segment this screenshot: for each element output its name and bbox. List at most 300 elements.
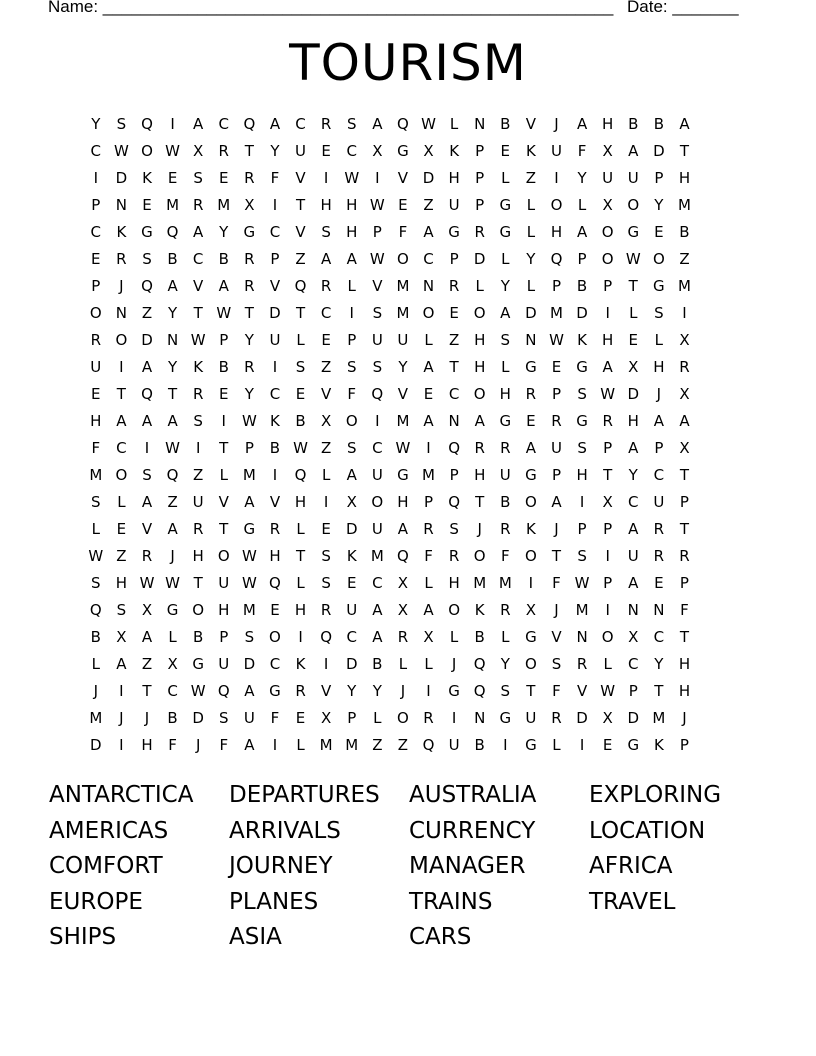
grid-letter: R [141,547,153,565]
grid-letter: T [475,493,485,511]
grid-letter: P [219,331,229,349]
grid-letter: E [602,736,613,754]
grid-letter: T [167,385,178,403]
grid-letter: I [554,169,559,187]
grid-letter: S [346,439,357,457]
grid-letter: U [295,142,307,160]
grid-letter: L [91,520,100,538]
grid-row [83,300,697,327]
grid-letter: P [449,466,459,484]
grid-row [83,435,697,462]
grid-letter: C [218,115,229,133]
grid-letter: M [498,574,512,592]
grid-letter: F [398,223,408,241]
grid-letter: U [269,331,281,349]
grid-letter: B [167,250,178,268]
grid-row [83,273,697,300]
grid-letter: S [500,682,511,700]
grid-letter: O [524,493,537,511]
grid-letter: W [113,142,129,160]
grid-letter: P [679,493,689,511]
grid-letter: B [653,115,664,133]
grid-letter: I [579,736,585,754]
grid-letter: P [551,385,561,403]
grid-letter: C [628,655,639,673]
grid-letter: V [141,520,153,538]
grid-letter: O [524,655,537,673]
grid-letter: W [625,250,641,268]
grid-letter: L [654,331,664,349]
grid-letter: L [398,655,408,673]
date-field-label: Date: _______ [627,0,739,16]
grid-letter: P [679,574,689,592]
grid-letter: O [397,709,409,727]
grid-letter: L [117,493,126,511]
grid-letter: E [91,385,101,403]
grid-letter: O [345,412,358,430]
grid-letter: L [501,358,510,376]
grid-letter: H [141,736,153,754]
grid-letter: W [241,547,257,565]
grid-letter: D [115,169,128,187]
grid-letter: I [528,574,534,592]
grid-letter: Y [628,466,638,484]
grid-letter: M [319,736,333,754]
grid-letter: A [167,277,178,295]
grid-letter: Y [167,358,178,376]
grid-letter: Z [116,547,127,565]
grid-row [83,246,697,273]
grid-letter: C [90,223,102,241]
grid-letter: Q [89,601,102,619]
grid-letter: P [628,682,638,700]
grid-letter: O [371,493,384,511]
word-bank-item: AFRICA [589,853,673,879]
grid-letter: M [166,196,180,214]
grid-letter: M [396,412,410,430]
grid-letter: X [679,385,690,403]
grid-letter: G [269,682,281,700]
grid-letter: C [116,439,127,457]
grid-letter: Q [448,439,461,457]
grid-letter: L [526,277,536,295]
grid-letter: W [369,250,385,268]
grid-letter: U [346,601,358,619]
grid-letter: P [372,223,382,241]
grid-letter: U [550,439,562,457]
grid-letter: R [192,196,204,214]
grid-letter: E [270,601,280,619]
word-bank-row [49,778,769,814]
grid-letter: T [679,520,690,538]
grid-row [83,111,697,138]
grid-letter: X [423,142,434,160]
grid-letter: R [269,520,281,538]
grid-letter: Y [500,655,510,673]
grid-letter: L [526,223,536,241]
grid-letter: I [503,736,508,754]
grid-letter: H [218,601,230,619]
grid-letter: Q [473,682,486,700]
grid-letter: L [449,115,459,133]
word-bank-item: CURRENCY [409,817,536,844]
grid-letter: D [525,304,537,322]
grid-letter: O [89,304,102,322]
grid-letter: B [295,412,306,430]
grid-letter: E [346,574,357,592]
grid-letter: A [244,736,255,754]
grid-letter: R [679,358,690,376]
grid-letter: X [397,574,409,592]
grid-letter: I [349,304,354,322]
grid-letter: F [552,574,561,592]
grid-letter: X [423,628,434,646]
grid-letter: P [577,520,587,538]
grid-letter: I [119,736,124,754]
grid-letter: C [167,682,178,700]
grid-letter: P [270,250,280,268]
grid-letter: Z [141,655,153,673]
grid-letter: C [90,142,102,160]
grid-letter: A [116,412,127,430]
grid-letter: G [448,682,460,700]
grid-letter: P [244,439,254,457]
grid-letter: H [192,547,204,565]
grid-letter: R [192,520,204,538]
grid-letter: Q [217,682,230,700]
grid-letter: T [295,196,306,214]
grid-letter: N [525,331,537,349]
grid-letter: A [218,277,229,295]
grid-letter: V [321,385,332,403]
grid-letter: F [680,601,689,619]
grid-letter: X [628,628,639,646]
grid-letter: O [652,250,665,268]
grid-letter: T [295,547,306,565]
grid-letter: N [653,601,665,619]
grid-letter: X [141,601,153,619]
grid-letter: I [119,682,124,700]
grid-letter: A [628,439,639,457]
grid-letter: G [627,223,640,241]
grid-letter: A [423,412,434,430]
grid-letter: H [346,223,358,241]
grid-letter: A [679,115,690,133]
grid-letter: E [321,142,331,160]
grid-letter: U [90,358,102,376]
grid-letter: L [552,736,561,754]
grid-letter: H [115,574,128,592]
grid-letter: E [295,385,306,403]
grid-row [83,651,697,678]
grid-letter: A [141,412,153,430]
grid-letter: B [193,628,204,646]
grid-letter: U [371,466,383,484]
grid-letter: J [554,115,559,133]
grid-letter: C [653,466,665,484]
grid-row [83,327,697,354]
grid-letter: Y [372,682,382,700]
grid-letter: Z [167,493,178,511]
grid-letter: C [628,493,639,511]
grid-letter: E [116,520,127,538]
word-bank-item: ARRIVALS [229,817,341,844]
grid-letter: G [243,223,256,241]
grid-letter: P [91,277,101,295]
grid-letter: S [577,439,587,457]
grid-letter: A [525,439,537,457]
word-bank-item: CARS [409,924,472,950]
grid-letter: Q [141,385,153,403]
grid-row [83,138,697,165]
grid-letter: I [144,439,150,457]
grid-letter: Y [347,682,357,700]
grid-letter: L [296,736,305,754]
grid-letter: M [396,277,410,295]
grid-letter: O [473,385,486,403]
grid-letter: T [116,385,126,403]
grid-letter: Q [141,277,153,295]
grid-letter: O [524,547,537,565]
grid-letter: I [93,169,99,187]
grid-letter: P [475,196,485,214]
grid-letter: R [679,547,690,565]
grid-letter: U [627,547,639,565]
grid-letter: E [321,331,331,349]
grid-letter: V [551,628,562,646]
grid-letter: T [679,628,690,646]
grid-letter: P [603,520,613,538]
grid-letter: A [321,250,332,268]
grid-letter: T [551,547,562,565]
grid-letter: O [141,142,153,160]
grid-letter: O [115,466,128,484]
grid-letter: K [449,142,460,160]
grid-letter: D [345,655,358,673]
grid-letter: H [269,547,281,565]
grid-letter: U [218,655,230,673]
grid-letter: A [269,115,281,133]
grid-letter: F [424,547,433,565]
grid-letter: I [170,115,175,133]
grid-letter: A [372,115,383,133]
grid-letter: Y [526,250,536,268]
grid-letter: S [500,331,511,349]
grid-row [83,597,697,624]
grid-letter: V [269,277,281,295]
grid-letter: O [627,196,640,214]
grid-letter: T [219,439,229,457]
grid-letter: D [576,709,588,727]
grid-letter: T [679,466,690,484]
grid-row [83,543,697,570]
grid-letter: C [269,223,281,241]
grid-letter: L [475,277,484,295]
grid-letter: A [474,412,485,430]
grid-letter: Z [397,736,409,754]
grid-letter: U [653,493,665,511]
grid-row [83,408,697,435]
grid-letter: W [139,574,155,592]
grid-letter: J [144,709,150,727]
grid-letter: E [526,412,536,430]
grid-letter: Y [654,196,664,214]
grid-letter: F [577,142,587,160]
grid-letter: L [168,628,177,646]
grid-letter: H [678,682,691,700]
grid-letter: R [295,682,306,700]
grid-letter: G [448,223,460,241]
grid-letter: H [474,331,486,349]
grid-letter: M [677,196,691,214]
grid-letter: E [398,196,408,214]
grid-letter: F [91,439,101,457]
word-bank-item: ASIA [229,924,282,950]
grid-letter: P [577,250,587,268]
grid-letter: H [397,493,409,511]
grid-letter: D [627,709,640,727]
grid-letter: V [525,115,537,133]
grid-letter: C [448,385,460,403]
grid-letter: Q [166,223,179,241]
grid-letter: J [400,682,406,700]
grid-letter: P [347,709,357,727]
grid-letter: X [167,655,178,673]
grid-letter: D [269,304,281,322]
grid-letter: A [141,628,153,646]
word-bank-row [49,920,769,956]
grid-letter: D [141,331,153,349]
grid-letter: N [474,115,486,133]
grid-letter: C [320,304,332,322]
grid-letter: B [372,655,383,673]
grid-letter: K [142,169,152,187]
grid-row [83,165,697,192]
grid-letter: Y [500,277,510,295]
grid-row [83,462,697,489]
grid-letter: B [218,250,229,268]
grid-letter: I [579,493,585,511]
grid-letter: L [629,304,638,322]
grid-letter: I [272,466,278,484]
grid-letter: R [397,628,409,646]
grid-row [83,192,697,219]
grid-letter: H [320,196,332,214]
grid-letter: P [654,169,664,187]
grid-letter: J [119,709,124,727]
grid-letter: Q [166,466,179,484]
grid-letter: K [525,520,536,538]
grid-letter: H [602,331,614,349]
grid-letter: O [269,628,281,646]
grid-letter: D [345,520,358,538]
grid-letter: F [219,736,229,754]
grid-letter: W [241,412,257,430]
grid-letter: A [551,493,562,511]
grid-letter: P [475,169,485,187]
grid-letter: N [422,277,435,295]
grid-letter: S [91,574,101,592]
grid-letter: Z [423,196,434,214]
grid-letter: H [474,466,486,484]
grid-letter: D [627,385,640,403]
grid-letter: X [679,439,690,457]
word-bank-row [49,885,769,921]
grid-letter: C [653,628,665,646]
word-bank-item: JOURNEY [229,853,333,879]
grid-letter: W [190,682,206,700]
grid-letter: S [142,466,152,484]
grid-letter: X [628,358,639,376]
grid-letter: A [576,115,588,133]
grid-letter: H [653,358,665,376]
grid-letter: I [221,412,226,430]
grid-letter: P [679,736,689,754]
grid-letter: C [346,142,357,160]
grid-letter: Y [270,142,280,160]
grid-letter: A [602,358,613,376]
grid-letter: E [167,169,178,187]
grid-letter: W [344,169,360,187]
grid-letter: U [550,142,562,160]
grid-letter: G [397,466,409,484]
grid-letter: S [346,358,357,376]
grid-letter: R [576,655,588,673]
grid-letter: B [90,628,101,646]
grid-letter: U [525,709,537,727]
grid-letter: W [549,331,564,349]
grid-letter: W [190,331,206,349]
grid-letter: M [242,601,256,619]
grid-letter: E [142,196,152,214]
grid-letter: D [90,736,102,754]
grid-letter: R [500,439,511,457]
grid-letter: E [91,250,101,268]
grid-letter: D [422,169,435,187]
grid-row [83,624,697,651]
grid-letter: S [321,223,331,241]
grid-letter: X [602,142,613,160]
grid-letter: H [448,169,460,187]
grid-letter: R [500,601,511,619]
grid-letter: Z [321,439,332,457]
grid-letter: G [525,358,537,376]
grid-letter: O [473,547,486,565]
grid-letter: E [500,142,511,160]
grid-letter: Z [525,169,537,187]
grid-letter: P [219,628,229,646]
grid-letter: A [116,655,127,673]
grid-letter: D [576,304,588,322]
grid-letter: H [474,358,486,376]
grid-letter: N [166,331,179,349]
grid-letter: A [244,493,255,511]
grid-letter: J [170,547,175,565]
grid-letter: G [499,412,512,430]
grid-letter: R [474,223,485,241]
grid-letter: C [346,628,357,646]
grid-letter: L [296,331,305,349]
word-bank-item: MANAGER [409,853,526,879]
grid-letter: Y [398,358,408,376]
grid-letter: Z [141,304,153,322]
grid-letter: Q [141,115,153,133]
grid-letter: O [448,601,461,619]
grid-letter: C [269,385,281,403]
grid-letter: T [628,277,638,295]
grid-letter: R [192,385,204,403]
grid-letter: B [269,439,281,457]
